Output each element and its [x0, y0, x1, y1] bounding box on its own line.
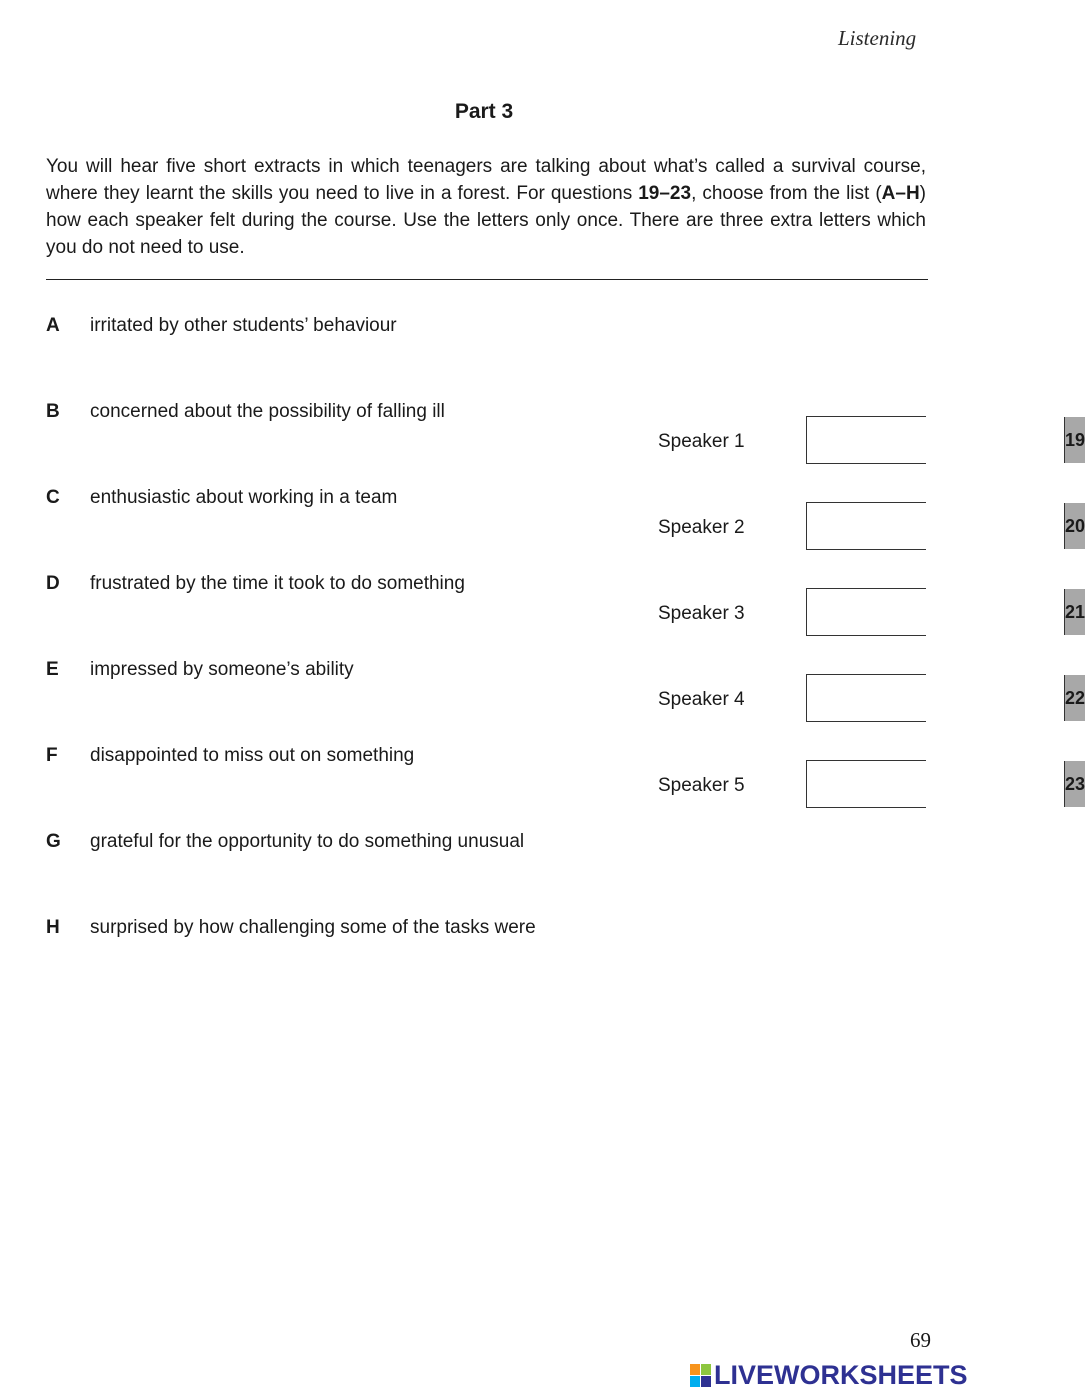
speaker-2-label: Speaker 2 [658, 517, 745, 538]
answer-input-21[interactable] [807, 589, 1064, 635]
speaker-5-label: Speaker 5 [658, 775, 745, 796]
question-number: 21 [1064, 589, 1085, 635]
speaker-3-label: Speaker 3 [658, 603, 745, 624]
option-letter: G [46, 831, 61, 852]
answer-box-20 [806, 502, 1085, 550]
instructions [46, 153, 926, 261]
question-number: 19 [1064, 417, 1085, 463]
option-g [46, 831, 524, 853]
instructions-text-1: You will hear five short extracts in which teenagers are talking about what’s called a survival course, where they learnt the skills you need to live in a forest. For questions [46, 156, 926, 204]
speaker-4-label: Speaker 4 [658, 689, 745, 710]
answer-box-19 [806, 416, 1085, 464]
option-c [46, 487, 397, 509]
instructions-text-3: ) how each speaker felt during the course. Use the letters only once. There are three extra letters which you do not need to use. [46, 183, 926, 258]
option-a [46, 315, 397, 337]
answer-input-19[interactable] [807, 417, 1064, 463]
page-number: 69 [910, 1328, 931, 1352]
option-text: enthusiastic about working in a team [90, 487, 398, 508]
option-text: irritated by other students’ behaviour [90, 315, 397, 336]
answer-box-22 [806, 674, 1085, 722]
speaker-1-label: Speaker 1 [658, 431, 745, 452]
answer-input-23[interactable] [807, 761, 1064, 807]
part-title: Part 3 [454, 100, 514, 123]
answer-box-21 [806, 588, 1085, 636]
option-letter: A [46, 315, 60, 336]
logo-tile [701, 1364, 711, 1375]
logo-tile [690, 1376, 700, 1387]
option-f [46, 745, 414, 767]
answer-input-20[interactable] [807, 503, 1064, 549]
liveworksheets-logo-icon [690, 1364, 711, 1387]
option-text: grateful for the opportunity to do something unusual [90, 831, 525, 852]
instructions-text-2: , choose from the list ( [691, 183, 882, 204]
option-text: disappointed to miss out on something [90, 745, 415, 766]
option-letter: B [46, 401, 60, 422]
option-letter: D [46, 573, 60, 594]
option-text: surprised by how challenging some of the tasks were [90, 917, 536, 938]
answer-box-23 [806, 760, 1085, 808]
option-h [46, 917, 536, 939]
option-letter: F [46, 745, 58, 766]
option-letter: H [46, 917, 60, 938]
logo-tile [701, 1376, 711, 1387]
option-text: impressed by someone’s ability [90, 659, 354, 680]
answer-input-22[interactable] [807, 675, 1064, 721]
questions-range: 19–23 [638, 183, 692, 204]
question-number: 20 [1064, 503, 1085, 549]
option-d [46, 573, 465, 595]
option-letter: C [46, 487, 60, 508]
option-text: frustrated by the time it took to do something [90, 573, 465, 594]
option-b [46, 401, 445, 423]
letters-range: A–H [881, 183, 920, 204]
question-number: 22 [1064, 675, 1085, 721]
option-letter: E [46, 659, 59, 680]
brand-text: LIVEWORKSHEETS [714, 1360, 968, 1390]
divider [46, 279, 928, 280]
section-label: Listening [838, 26, 917, 50]
option-text: concerned about the possibility of falling ill [90, 401, 445, 422]
liveworksheets-logo [690, 1360, 968, 1391]
logo-tile [690, 1364, 700, 1375]
question-number: 23 [1064, 761, 1085, 807]
option-e [46, 659, 354, 681]
